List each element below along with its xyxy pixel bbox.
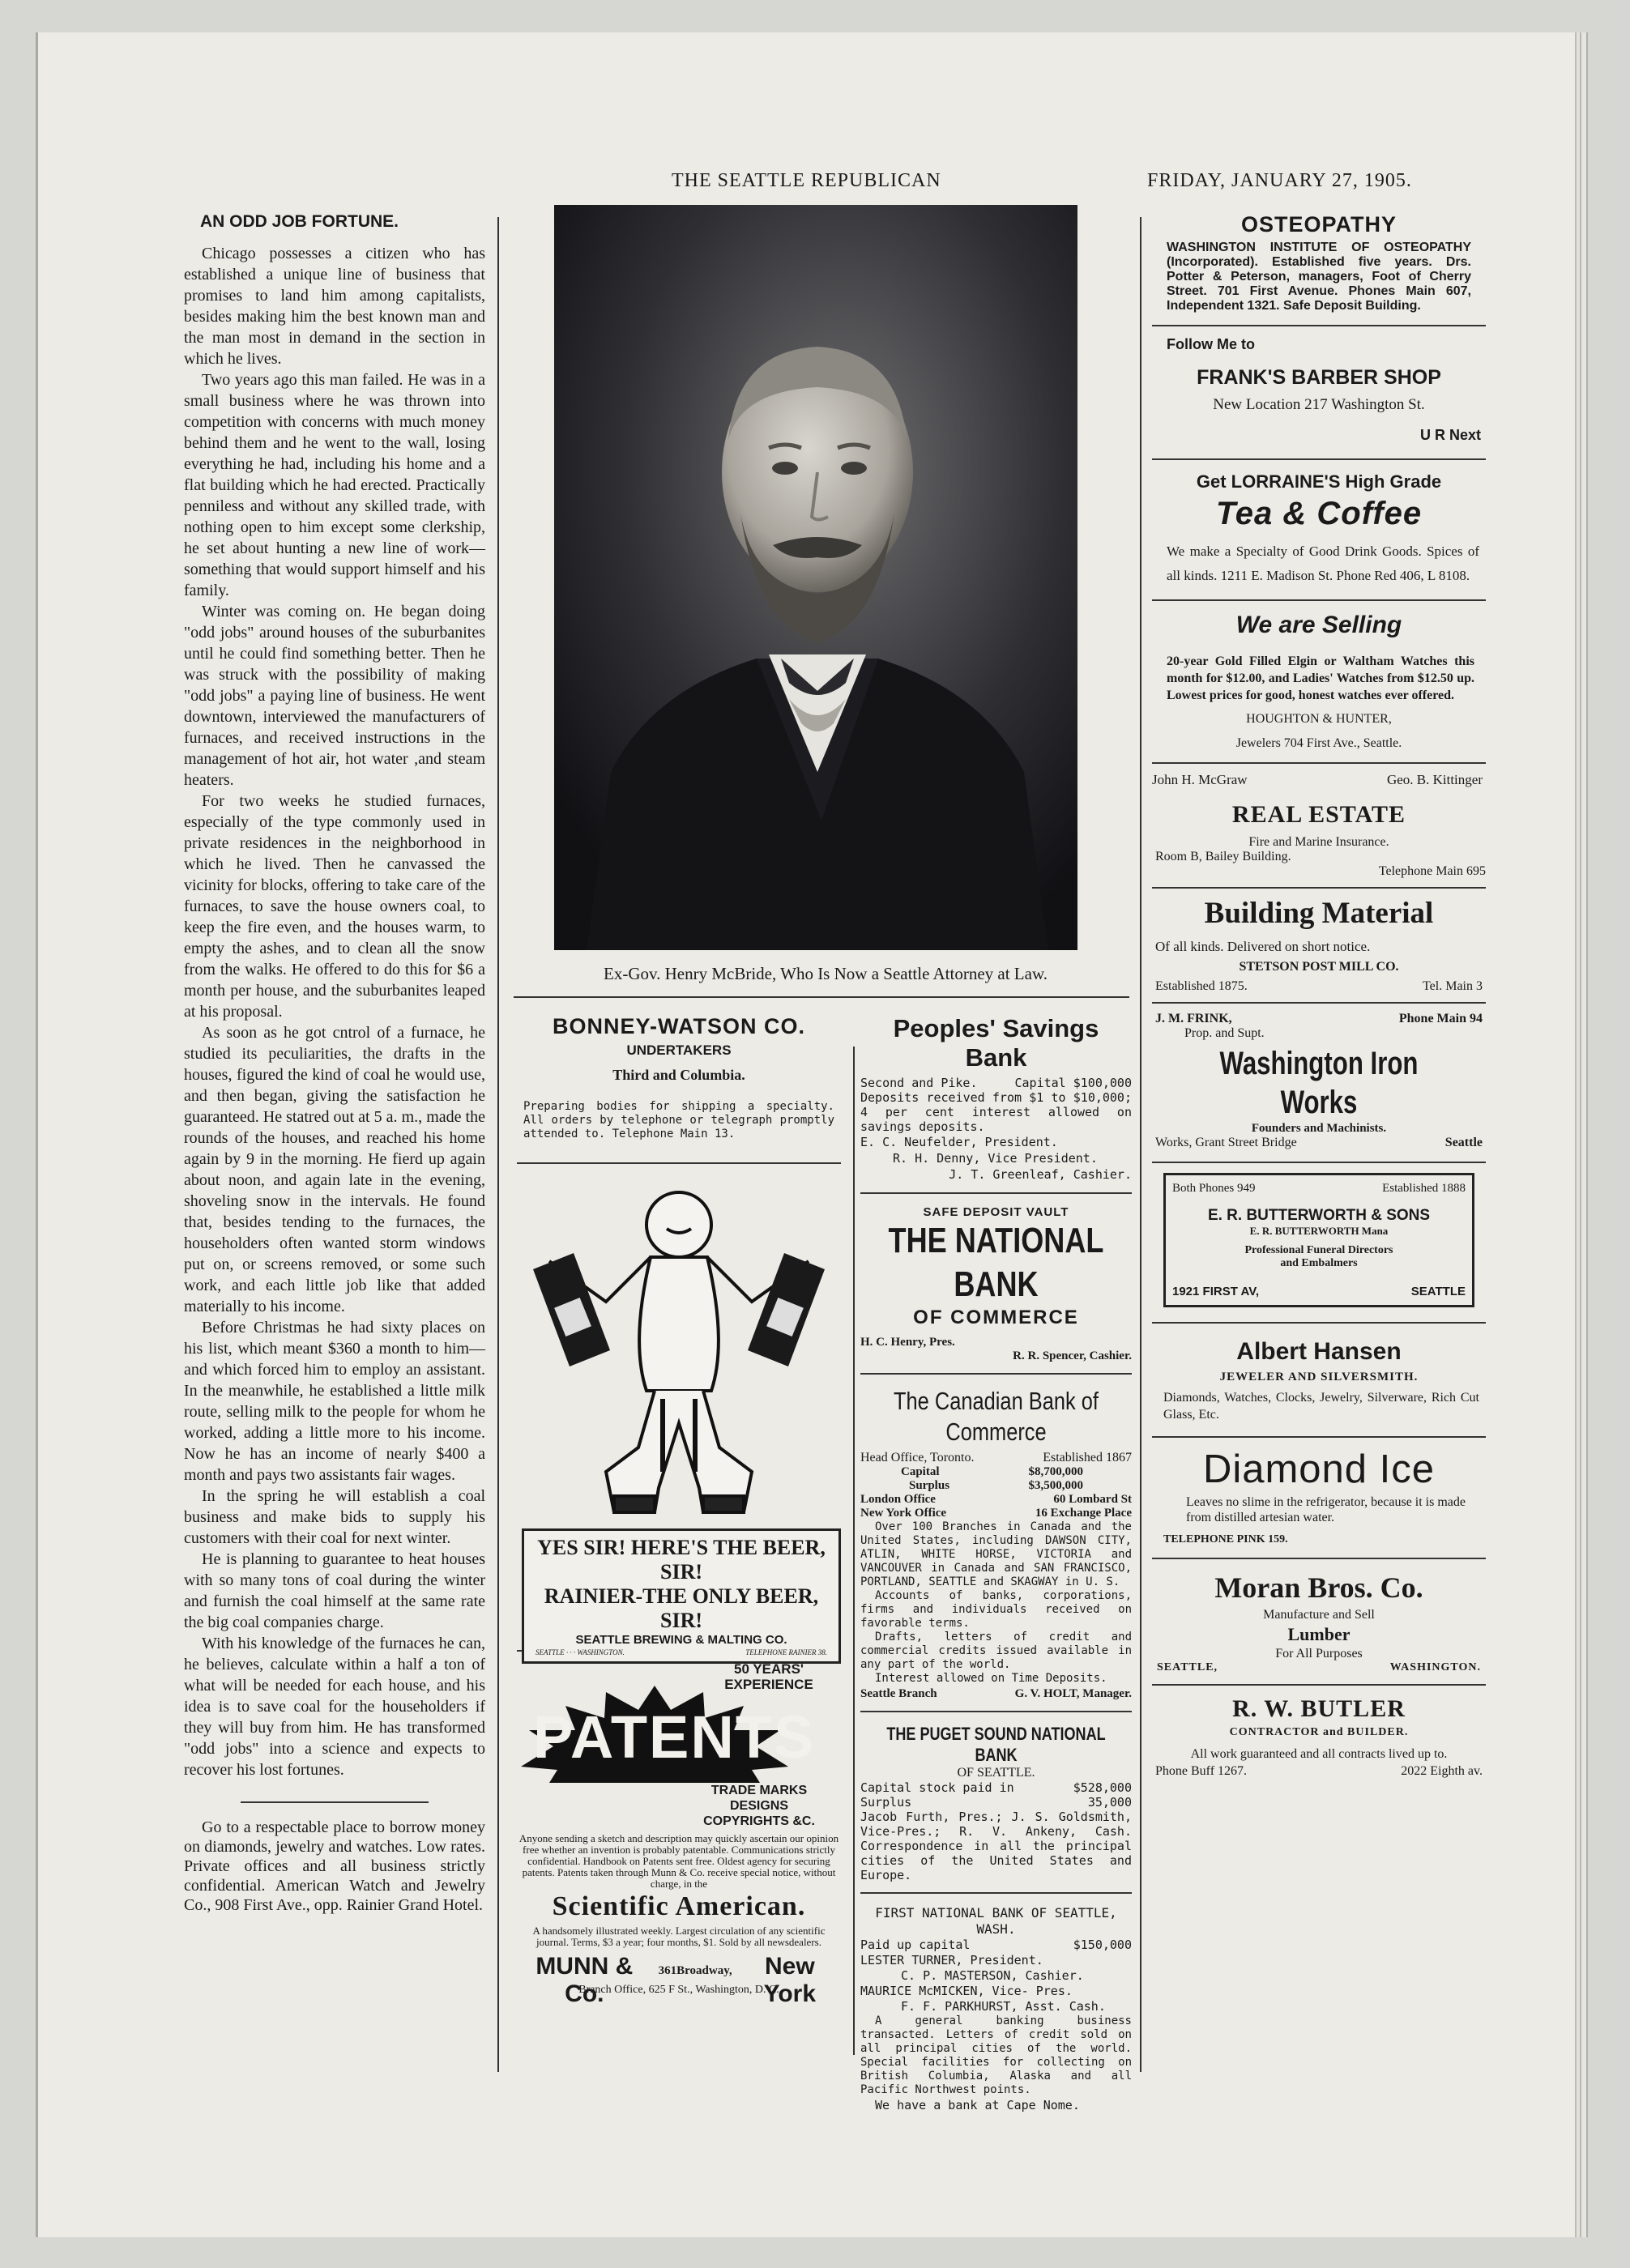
- realestate-name-2: Geo. B. Kittinger: [1386, 772, 1483, 787]
- pawn-ad: Go to a respectable place to borrow money on diamonds, jewelry and watches. Low rates. Private offices and all business strictly confidential. American Watch and Jewelry Co., 908 First Ave., opp. Rainier Grand Hotel.: [184, 1818, 485, 1914]
- patents-copyrights: COPYRIGHTS &C.: [703, 1814, 815, 1828]
- butterworth-city: SEATTLE: [1410, 1285, 1466, 1298]
- national-bank-of-commerce-ad: [860, 1205, 1132, 1363]
- butler-title: R. W. BUTLER: [1232, 1695, 1406, 1722]
- realestate-insurance: Fire and Marine Insurance.: [1248, 835, 1389, 849]
- butterworth-line-2: and Embalmers: [1280, 1257, 1358, 1269]
- rule: [1152, 1684, 1486, 1686]
- page-left-edge: [36, 32, 38, 2237]
- article-paragraph: He is planning to guarantee to heat houses with so many tons of coal during the winter and furnish the coal himself at the same rate the big coal companies charge.: [184, 1550, 485, 1631]
- rule: [1152, 1558, 1486, 1559]
- article-paragraph: Two years ago this man failed. He was in a small business where he was thrown into competition with concerns with much money behind them and he went to the wall, losing everything he had, including his home and a flat building which he had erected. Practically penniless and without any skilled trade, with nothing open to him except some clerkship, he set about hunting a new line of work—something that would support himself and his family.: [184, 371, 485, 599]
- butterworth-manager: E. R. BUTTERWORTH Mana: [1249, 1225, 1389, 1237]
- realestate-room: Room B, Bailey Building.: [1155, 850, 1291, 863]
- rainier-line-2: RAINIER-THE ONLY BEER, SIR!: [544, 1584, 819, 1632]
- firstnat-text: A general banking business transacted. Letters of credit sold on all principal cities of the world. Special facilities for collecting on British Columbia, Alaska and all Pacific Northwest points.: [860, 2014, 1132, 2096]
- puget-surplus-value: 35,000: [1087, 1795, 1132, 1810]
- barber-location: New Location 217 Washington St.: [1213, 396, 1425, 413]
- national-president: H. C. Henry, Pres.: [860, 1336, 955, 1349]
- puget-text: Jacob Furth, Pres.; J. S. Goldsmith, Vice-Pres.; R. V. Ankeny, Cash. Correspondence in all the principal cities of the United States and Europe.: [860, 1810, 1132, 1882]
- canadian-surplus-value: $3,500,000: [1028, 1479, 1083, 1492]
- portrait-illustration: [554, 205, 1077, 950]
- munn-new-york: New York: [763, 1953, 817, 2007]
- firstnat-title: FIRST NATIONAL BANK OF SEATTLE, WASH.: [875, 1905, 1117, 1937]
- butterworth-ad: [1163, 1173, 1474, 1307]
- munn-line: [517, 1953, 841, 2008]
- rule: [860, 1711, 1132, 1712]
- lorraine-top: Get LORRAINE'S High Grade: [1196, 471, 1442, 492]
- puget-title: THE PUGET SOUND NATIONAL BANK: [886, 1724, 1106, 1765]
- rule: [1152, 1162, 1486, 1163]
- puget-sound-bank-ad: [860, 1724, 1132, 1882]
- barber-title: FRANK'S BARBER SHOP: [1197, 366, 1441, 389]
- diamond-ice-ad: [1152, 1446, 1486, 1546]
- waiter-illustration: [517, 1180, 841, 1528]
- rule: [1152, 325, 1486, 326]
- rule: [860, 1373, 1132, 1375]
- selling-address: Jewelers 704 First Ave., Seattle.: [1235, 736, 1402, 750]
- canadian-text-4: Interest allowed on Time Deposits.: [875, 1672, 1107, 1685]
- rule: [1152, 458, 1486, 460]
- rule: [1152, 1436, 1486, 1438]
- bonney-sub: UNDERTAKERS: [626, 1042, 732, 1058]
- article-paragraph: In the spring he will establish a coal business and make bids to supply his customers with their coal for next winter.: [184, 1487, 485, 1547]
- osteo-text: WASHINGTON INSTITUTE OF OSTEOPATHY (Incorporated). Established five years. Drs. Potter & Peterson, managers, Foot of Cherry Street. 701 First Avenue. Phones Main 607, Independent 1321. Safe Deposit Building.: [1167, 241, 1471, 313]
- selling-text: 20-year Gold Filled Elgin or Waltham Watches this month for $12.00, and Ladies' Watches from $12.50 up. Lowest prices for good, honest watches ever offered.: [1167, 654, 1474, 702]
- national-title: THE NATIONAL BANK: [888, 1221, 1104, 1304]
- rainier-phone: TELEPHONE RAINIER 38.: [745, 1648, 827, 1656]
- national-sub: OF COMMERCE: [913, 1307, 1079, 1328]
- canadian-london-value: 60 Lombard St: [1053, 1493, 1132, 1506]
- building-material-ad: [1152, 895, 1486, 994]
- sciam-text: A handsomely illustrated weekly. Largest circulation of any scientific journal. Terms, $3 a year; four months, $1. Sold by all newsdealers.: [532, 1925, 826, 1948]
- butler-text: All work guaranteed and all contracts lived up to.: [1190, 1747, 1448, 1761]
- realestate-name-1: John H. McGraw: [1152, 772, 1248, 787]
- realestate-phone: Telephone Main 695: [1378, 864, 1486, 878]
- first-national-bank-ad: [860, 1905, 1132, 2113]
- watch-selling-ad: [1152, 611, 1486, 751]
- butler-address: 2022 Eighth av.: [1401, 1764, 1483, 1778]
- munn-name: MUNN & Co.: [536, 1953, 634, 2007]
- iron-city: Seattle: [1444, 1136, 1483, 1149]
- canadian-surplus-label: Surplus: [909, 1479, 950, 1492]
- patents-word: PATENTS: [533, 1703, 816, 1771]
- canadian-capital-value: $8,700,000: [1028, 1465, 1083, 1478]
- iron-sub: Founders and Machinists.: [1251, 1122, 1387, 1135]
- peoples-title: Peoples' Savings Bank: [893, 1014, 1099, 1072]
- iron-owner: J. M. FRINK,: [1155, 1012, 1232, 1025]
- firstnat-paid-label: Paid up capital: [860, 1938, 971, 1952]
- firstnat-cashier: C. P. MASTERSON, Cashier.: [901, 1968, 1084, 1983]
- rainier-brewery: SEATTLE BREWING & MALTING CO.: [575, 1633, 787, 1647]
- moran-state: WASHINGTON.: [1389, 1661, 1481, 1673]
- iron-title: Washington Iron Works: [1219, 1046, 1419, 1120]
- peoples-text: Deposits received from $1 to $10,000; 4 per cent interest allowed on savings deposits.: [860, 1090, 1132, 1134]
- patents-ad: [517, 1661, 841, 2018]
- puget-sub: OF SEATTLE.: [957, 1766, 1035, 1780]
- column-3-banks: [860, 1014, 1132, 2113]
- national-vault: SAFE DEPOSIT VAULT: [923, 1205, 1069, 1219]
- butler-sub: CONTRACTOR and BUILDER.: [1229, 1726, 1409, 1738]
- bonney-watson-ad: [517, 1014, 841, 1141]
- moran-city: SEATTLE,: [1157, 1661, 1218, 1673]
- hansen-sub: JEWELER AND SILVERSMITH.: [1219, 1371, 1419, 1383]
- rainier-city: SEATTLE · · · WASHINGTON.: [536, 1648, 625, 1656]
- realestate-title: REAL ESTATE: [1231, 801, 1406, 828]
- caption-rule: [514, 996, 1129, 998]
- butterworth-address: 1921 FIRST AV,: [1172, 1285, 1259, 1298]
- canadian-branch: Seattle Branch: [860, 1687, 937, 1700]
- peoples-savings-bank-ad: [860, 1014, 1132, 1183]
- rule: [860, 1892, 1132, 1894]
- column-rule-1: [497, 217, 499, 2072]
- newspaper-page: [36, 32, 1575, 2237]
- bonney-title: BONNEY-WATSON CO.: [552, 1014, 805, 1038]
- bonney-address: Third and Columbia.: [612, 1067, 745, 1083]
- page-header: [36, 170, 1575, 202]
- iron-phone: Phone Main 94: [1398, 1012, 1483, 1025]
- ice-phone: TELEPHONE PINK 159.: [1163, 1533, 1288, 1545]
- barber-next: U R Next: [1419, 427, 1481, 443]
- canadian-bank-ad: [860, 1386, 1132, 1701]
- firstnat-nome: We have a bank at Cape Nome.: [875, 2098, 1080, 2112]
- canadian-established: Established 1867: [1043, 1451, 1132, 1464]
- rule: [1152, 599, 1486, 601]
- moran-lumber: Lumber: [1287, 1624, 1351, 1644]
- peoples-capital: Capital $100,000: [1014, 1076, 1132, 1090]
- canadian-title: The Canadian Bank of Commerce: [894, 1387, 1099, 1446]
- barber-shop-ad: [1152, 336, 1486, 444]
- rule: [1152, 1322, 1486, 1324]
- lorraine-tea-ad: [1152, 471, 1486, 588]
- bonney-text: Preparing bodies for shipping a specialty. All orders by telephone or telegraph promptly attended to. Telephone Main 13.: [523, 1100, 834, 1140]
- article-paragraph: Chicago possesses a citizen who has established a unique line of business that promises to land him among capitalists, besides making him the best known man and the man most in demand in the section in which he lives.: [184, 245, 485, 368]
- peoples-address: Second and Pike.: [860, 1076, 978, 1090]
- rule: [1152, 762, 1486, 764]
- column-rule-2: [853, 1047, 855, 2055]
- canadian-head-office: Head Office, Toronto.: [860, 1451, 975, 1464]
- patents-trade-marks: TRADE MARKS: [710, 1784, 808, 1797]
- puget-surplus-label: Surplus: [860, 1795, 912, 1810]
- moran-line-1: Manufacture and Sell: [1263, 1608, 1375, 1622]
- article-paragraph: As soon as he got cntrol of a furnace, he studied its peculiarities, the drafts in the houses, figured the kind of coal he would use, and then began, giving the satisfaction he guaranteed. He statred out at 5 a. m., made the rounds of the houses, and reached his home again by 9 in the morning. He fierd up again about noon, and again late in the evening, shoveling snow in the intervals. He found that, besides tending to the furnaces, the householders often wanted storm windows put on, or screens removed, or some such work, and each little job like that added materially to his income.: [184, 1024, 485, 1315]
- albert-hansen-ad: [1152, 1336, 1486, 1423]
- selling-title: We are Selling: [1235, 612, 1402, 638]
- hansen-name: Albert Hansen: [1236, 1338, 1402, 1365]
- patents-trade-block: [690, 1783, 828, 1829]
- canadian-ny-label: New York Office: [860, 1507, 947, 1520]
- firstnat-asst-cashier: F. F. PARKHURST, Asst. Cash.: [901, 1999, 1106, 2014]
- patents-text: Anyone sending a sketch and description may quickly ascertain our opinion free whether an invention is probably patentable. Communications strictly confidential. Handbook on Patents sent free. Oldest agency for securing patents. Patents taken through Munn & Co. receive special notice, without charge, in the: [518, 1832, 839, 1890]
- selling-firm: HOUGHTON & HUNTER,: [1246, 712, 1392, 726]
- canadian-manager: G. V. HOLT, Manager.: [1014, 1687, 1132, 1700]
- article-paragraph: With his knowledge of the furnaces he can, he believes, calculate within a half a ton of what will be needed for each house, and his idea is to save coal for the householders if they will buy from him. He has transformed "odd jobs" into a science and expects to recover his lost fortunes.: [184, 1635, 485, 1779]
- firstnat-paid-value: $150,000: [1073, 1938, 1132, 1952]
- moran-line-2: For All Purposes: [1275, 1647, 1363, 1660]
- canadian-text-1: Over 100 Branches in Canada and the United States, including DAWSON CITY, ATLIN, WHITE HORSE, VICTORIA and VANCOUVER in Canada and SAN FRANCISCO, PORTLAND, SEATTLE and SKAGWAY in U. S.: [860, 1520, 1132, 1588]
- moran-title: Moran Bros. Co.: [1214, 1571, 1423, 1604]
- butterworth-phones: Both Phones 949: [1172, 1182, 1256, 1195]
- munn-branch: Branch Office, 625 F St., Washington, D. C.: [578, 1984, 779, 1996]
- patents-years: 50 YEARS' EXPERIENCE: [724, 1661, 813, 1692]
- building-company: STETSON POST MILL CO.: [1239, 960, 1399, 974]
- butler-phone: Phone Buff 1267.: [1155, 1764, 1248, 1778]
- ice-title: Diamond Ice: [1202, 1447, 1436, 1491]
- butterworth-established: Established 1888: [1382, 1182, 1466, 1195]
- butterworth-name: E. R. BUTTERWORTH & SONS: [1207, 1207, 1431, 1224]
- rainier-line-1: YES SIR! HERE'S THE BEER, SIR!: [537, 1536, 826, 1584]
- peoples-vice-president: R. H. Denny, Vice President.: [893, 1151, 1098, 1166]
- lorraine-big: Tea & Coffee: [1215, 496, 1423, 531]
- portrait-caption: Ex-Gov. Henry McBride, Who Is Now a Seattle Attorney at Law.: [604, 964, 1048, 983]
- rule: [1152, 887, 1486, 889]
- portrait-photo: [554, 205, 1077, 950]
- moran-bros-ad: [1152, 1571, 1486, 1674]
- rainier-beer-ad: [517, 1164, 841, 1656]
- hansen-text: Diamonds, Watches, Clocks, Jewelry, Silverware, Rich Cut Glass, Etc.: [1163, 1391, 1479, 1422]
- osteopathy-ad: [1152, 212, 1486, 313]
- building-line: Of all kinds. Delivered on short notice.: [1155, 939, 1371, 954]
- butler-ad: [1152, 1695, 1486, 1779]
- peoples-cashier: J. T. Greenleaf, Cashier.: [949, 1167, 1132, 1182]
- iron-prop: Prop. and Supt.: [1184, 1026, 1265, 1040]
- canadian-text-2: Accounts of banks, corporations, firms and individuals received on favorable terms.: [860, 1589, 1132, 1630]
- butterworth-line-1: Professional Funeral Directors: [1244, 1244, 1393, 1256]
- rule: [1152, 1002, 1486, 1004]
- real-estate-ad: [1152, 772, 1486, 879]
- canadian-text-3: Drafts, letters of credit and commercial credits issued available in any part of the world.: [860, 1631, 1132, 1671]
- article-divider: [241, 1801, 429, 1803]
- munn-address: 361Broadway,: [658, 1964, 732, 1977]
- puget-capital-label: Capital stock paid in: [860, 1780, 1014, 1795]
- iron-works-address: Works, Grant Street Bridge: [1155, 1136, 1297, 1149]
- iron-works-ad: [1152, 1012, 1486, 1150]
- national-cashier: R. R. Spencer, Cashier.: [1013, 1349, 1132, 1362]
- barber-follow: Follow Me to: [1167, 336, 1255, 352]
- newspaper-title: THE SEATTLE REPUBLICAN: [672, 170, 941, 191]
- article-column: [184, 212, 485, 1915]
- building-phone: Tel. Main 3: [1423, 979, 1483, 993]
- canadian-ny-value: 16 Exchange Place: [1035, 1507, 1132, 1520]
- column-4-ads: [1152, 212, 1486, 1779]
- canadian-london-label: London Office: [860, 1493, 936, 1506]
- peoples-president: E. C. Neufelder, President.: [860, 1135, 1058, 1149]
- building-title: Building Material: [1204, 897, 1434, 930]
- article-paragraph: For two weeks he studied furnaces, especially of the type commonly used in private residences in the neighborhood in which he lived. Then he canvassed the vicinity for blocks, offering to take care of the furnaces, to save the house owners coal, to keep the fire even, and the houses warm, to empty the ashes, and to clean all the snow from the walks. He offered to do this for $6 a month per house, and the suburbanites leaped at his proposal.: [184, 792, 485, 1021]
- canadian-capital-label: Capital: [901, 1465, 940, 1478]
- column-2-ads: [517, 1014, 841, 2018]
- article-paragraph: Before Christmas he had sixty places on his list, which meant $360 a month to him—and which forced him to employ an assistant. In the meanwhile, he established a little milk route, selling milk to the people for whom he worked, adding a little more to his income. Now he has an income of nearly $400 a month and pays two assistants fair wages.: [184, 1319, 485, 1484]
- column-rule-3: [1140, 217, 1141, 2072]
- lorraine-text: We make a Specialty of Good Drink Goods. Spices of all kinds. 1211 E. Madison St. Phone Red 406, L 8108.: [1167, 544, 1479, 583]
- issue-date: FRIDAY, JANUARY 27, 1905.: [1147, 170, 1412, 191]
- puget-capital-value: $528,000: [1073, 1780, 1132, 1795]
- scientific-american: Scientific American.: [552, 1891, 806, 1921]
- rainier-slogan-box: [522, 1528, 841, 1664]
- article-title: AN ODD JOB FORTUNE.: [200, 212, 399, 231]
- rule: [860, 1192, 1132, 1194]
- patents-designs: DESIGNS: [729, 1799, 788, 1813]
- building-established: Established 1875.: [1155, 979, 1248, 993]
- article-body: [184, 243, 485, 1780]
- firstnat-president: LESTER TURNER, President.: [860, 1953, 1043, 1967]
- article-paragraph: Winter was coming on. He began doing "odd jobs" around houses of the suburbanites until he could find something better. Then he was struck with the possibility of making "odd jobs" a paying line of business. He went downtown, interviewed the manufacturers of furnaces, and received instructions in the management of hot air, hot water ,and steam heaters.: [184, 603, 485, 789]
- osteo-title: OSTEOPATHY: [1240, 212, 1397, 237]
- firstnat-vice-president: MAURICE McMICKEN, Vice- Pres.: [860, 1984, 1073, 1998]
- ice-text: Leaves no slime in the refrigerator, because it is made from distilled artesian water.: [1186, 1495, 1466, 1524]
